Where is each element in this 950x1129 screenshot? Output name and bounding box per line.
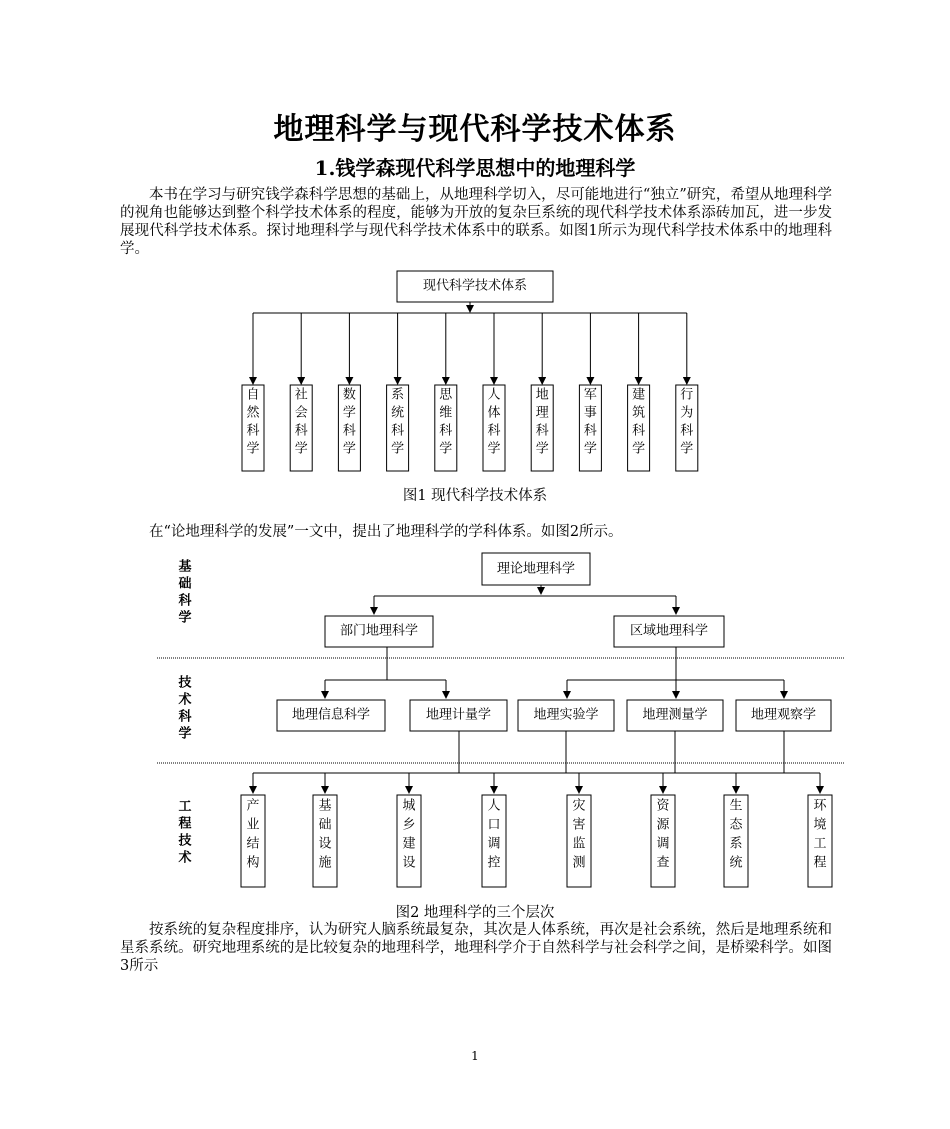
fig2-eng-label-char: 设 — [318, 836, 332, 852]
fig1-root-label: 现代科学技术体系 — [422, 278, 528, 294]
fig1-child-label-char: 学 — [632, 441, 646, 457]
fig1-child-label-char: 科 — [535, 423, 549, 439]
fig2-eng-label-char: 结 — [246, 836, 260, 852]
fig2-level-tech-char: 学 — [178, 726, 192, 742]
fig1-child-label-char: 科 — [487, 423, 501, 439]
fig2-tech-label: 地理信息科学 — [291, 707, 371, 723]
fig2-eng-label-char: 控 — [487, 855, 501, 871]
fig1-child-label-char: 建 — [632, 387, 646, 403]
fig2-eng-label-char: 产 — [246, 798, 260, 814]
fig2-level-eng — [177, 800, 191, 866]
paragraph-figure2-intro: 在“论地理科学的发展”一文中，提出了地理科学的学科体系。如图2所示。 — [149, 524, 623, 540]
fig2-eng-label-char: 乡 — [402, 817, 416, 833]
fig2-level-tech-char: 术 — [178, 692, 192, 708]
paragraph-intro: 本书在学习与研究钱学森科学思想的基础上，从地理科学切入，尽可能地进行“独立”研究，希望从地理科学的视角也能够达到整个科学技术体系的程度，能够为开放的复杂巨系统的现代科学技术体系添砖加瓦，进一步发展现代科学技术体系。探讨地理科学与现代科学技术体系中的联系。如图1所示为现代科学技术体系中的地理科学。 — [120, 187, 832, 257]
fig1-child-label-char: 会 — [294, 405, 308, 421]
fig2-level-eng-char: 技 — [178, 833, 192, 849]
fig1-child-label-char: 学 — [439, 441, 453, 457]
fig1-child-label-char: 思 — [439, 387, 453, 403]
fig1-child-label-char: 科 — [342, 423, 356, 439]
fig1-child-label-char: 数 — [342, 387, 356, 403]
fig2-eng-label-char: 施 — [318, 855, 332, 871]
fig2-eng-label-char: 工 — [813, 836, 827, 852]
fig1-child-label-char: 自 — [246, 387, 260, 403]
fig2-level-tech-char: 科 — [178, 709, 192, 725]
fig2-eng-label-char: 系 — [729, 836, 743, 852]
fig2-eng-label-char: 境 — [813, 817, 827, 833]
figure2-caption: 图2 地理科学的三个层次 — [395, 905, 555, 921]
fig1-child-label-char: 学 — [487, 441, 501, 457]
fig2-eng-label-char: 环 — [813, 798, 827, 814]
fig2-root-label: 理论地理科学 — [496, 561, 576, 577]
fig1-child-label-char: 学 — [294, 441, 308, 457]
fig1-child-label-char: 统 — [391, 405, 405, 421]
fig1-child-label-char: 社 — [294, 387, 308, 403]
fig1-child-label-char: 行 — [680, 387, 694, 403]
fig2-level-tech — [177, 675, 192, 742]
fig1-child-label-char: 维 — [439, 405, 453, 421]
fig1-child-label-char: 人 — [487, 387, 501, 403]
fig1-child-label-char: 科 — [680, 423, 694, 439]
fig1-child-label-char: 地 — [535, 387, 549, 403]
fig2-eng-label-char: 统 — [729, 855, 743, 871]
fig2-eng-label-char: 查 — [656, 855, 670, 871]
fig1-child-label-char: 学 — [342, 405, 356, 421]
fig2-eng-label-char: 基 — [318, 798, 332, 814]
fig1-child-label-char: 科 — [391, 423, 405, 439]
fig2-eng-label-char: 城 — [402, 798, 416, 814]
fig2-eng-label-char: 资 — [656, 798, 670, 814]
fig2-branch-label: 区域地理科学 — [629, 623, 709, 639]
fig2-level-basic-char: 科 — [178, 593, 192, 609]
fig2-eng-label-char: 业 — [246, 817, 260, 833]
fig1-child-label-char: 理 — [535, 405, 549, 421]
fig2-level-eng-char: 工 — [178, 799, 192, 815]
fig1-child-label-char: 军 — [583, 387, 597, 403]
fig2-level-eng-char: 程 — [178, 816, 192, 832]
fig1-child-label-char: 筑 — [632, 405, 646, 421]
fig2-tech-label: 地理实验学 — [533, 707, 599, 723]
figure1-caption: 图1 现代科学技术体系 — [402, 488, 548, 504]
fig2-level-basic-char: 学 — [178, 610, 192, 626]
page-title: 地理科学与现代科学技术体系 — [273, 112, 677, 147]
fig2-eng-label-char: 口 — [487, 817, 501, 833]
fig2-eng-label-char: 建 — [402, 836, 416, 852]
fig1-child-label-char: 为 — [680, 405, 694, 421]
fig1-child-label-char: 学 — [342, 441, 356, 457]
fig1-child-label-char: 学 — [535, 441, 549, 457]
fig1-child-label-char: 科 — [294, 423, 308, 439]
fig2-eng-label-char: 础 — [318, 817, 332, 833]
fig1-child-label-char: 科 — [632, 423, 646, 439]
fig1-child-label-char: 科 — [439, 423, 453, 439]
fig2-eng-label-char: 生 — [729, 798, 743, 814]
fig2-level-basic-char: 础 — [178, 576, 192, 592]
fig2-eng-label-char: 测 — [572, 855, 586, 871]
fig1-child-label-char: 学 — [391, 441, 405, 457]
fig1-child-label-char: 学 — [583, 441, 597, 457]
fig1-child-label-char: 学 — [680, 441, 694, 457]
fig2-eng-label-char: 监 — [572, 836, 586, 852]
fig1-child-label-char: 学 — [246, 441, 260, 457]
fig1-child-label-char: 事 — [583, 405, 597, 421]
fig2-eng-label-char: 调 — [487, 836, 501, 852]
fig2-level-basic — [177, 559, 192, 626]
fig2-eng-label-char: 灾 — [572, 798, 586, 814]
fig1-child-label-char: 科 — [583, 423, 597, 439]
fig2-tech-label: 地理测量学 — [642, 707, 708, 723]
fig2-eng-label-char: 害 — [572, 817, 586, 833]
fig2-eng-label-char: 设 — [402, 855, 416, 871]
fig2-level-basic-char: 基 — [178, 559, 192, 575]
fig2-eng-label-char: 构 — [246, 855, 260, 871]
fig2-eng-label-char: 调 — [656, 836, 670, 852]
fig2-level-tech-char: 技 — [178, 675, 192, 691]
fig2-eng-label-char: 态 — [729, 817, 743, 833]
fig1-child-label-char: 体 — [487, 405, 501, 421]
fig2-branch-label: 部门地理科学 — [339, 623, 419, 639]
fig1-child-label-char: 系 — [391, 387, 405, 403]
fig2-tech-label: 地理观察学 — [750, 707, 817, 723]
fig2-tech-label: 地理计量学 — [425, 707, 492, 723]
fig1-child-label-char: 然 — [246, 405, 260, 421]
fig2-level-eng-char: 术 — [178, 850, 192, 866]
section-heading: 1.钱学森现代科学思想中的地理科学 — [314, 156, 636, 180]
fig1-child-label-char: 科 — [246, 423, 260, 439]
page-number: 1 — [471, 1049, 479, 1063]
fig2-eng-label-char: 源 — [656, 817, 670, 833]
fig2-eng-label-char: 程 — [813, 855, 827, 871]
fig2-eng-label-char: 人 — [487, 798, 501, 814]
paragraph-system-complexity: 按系统的复杂程度排序，认为研究人脑系统最复杂，其次是人体系统，再次是社会系统，然后是地理系统和星系系统。研究地理系统的是比较复杂的地理科学，地理科学介于自然科学与社会科学之间，是桥梁科学。如图3所示 — [120, 922, 832, 974]
